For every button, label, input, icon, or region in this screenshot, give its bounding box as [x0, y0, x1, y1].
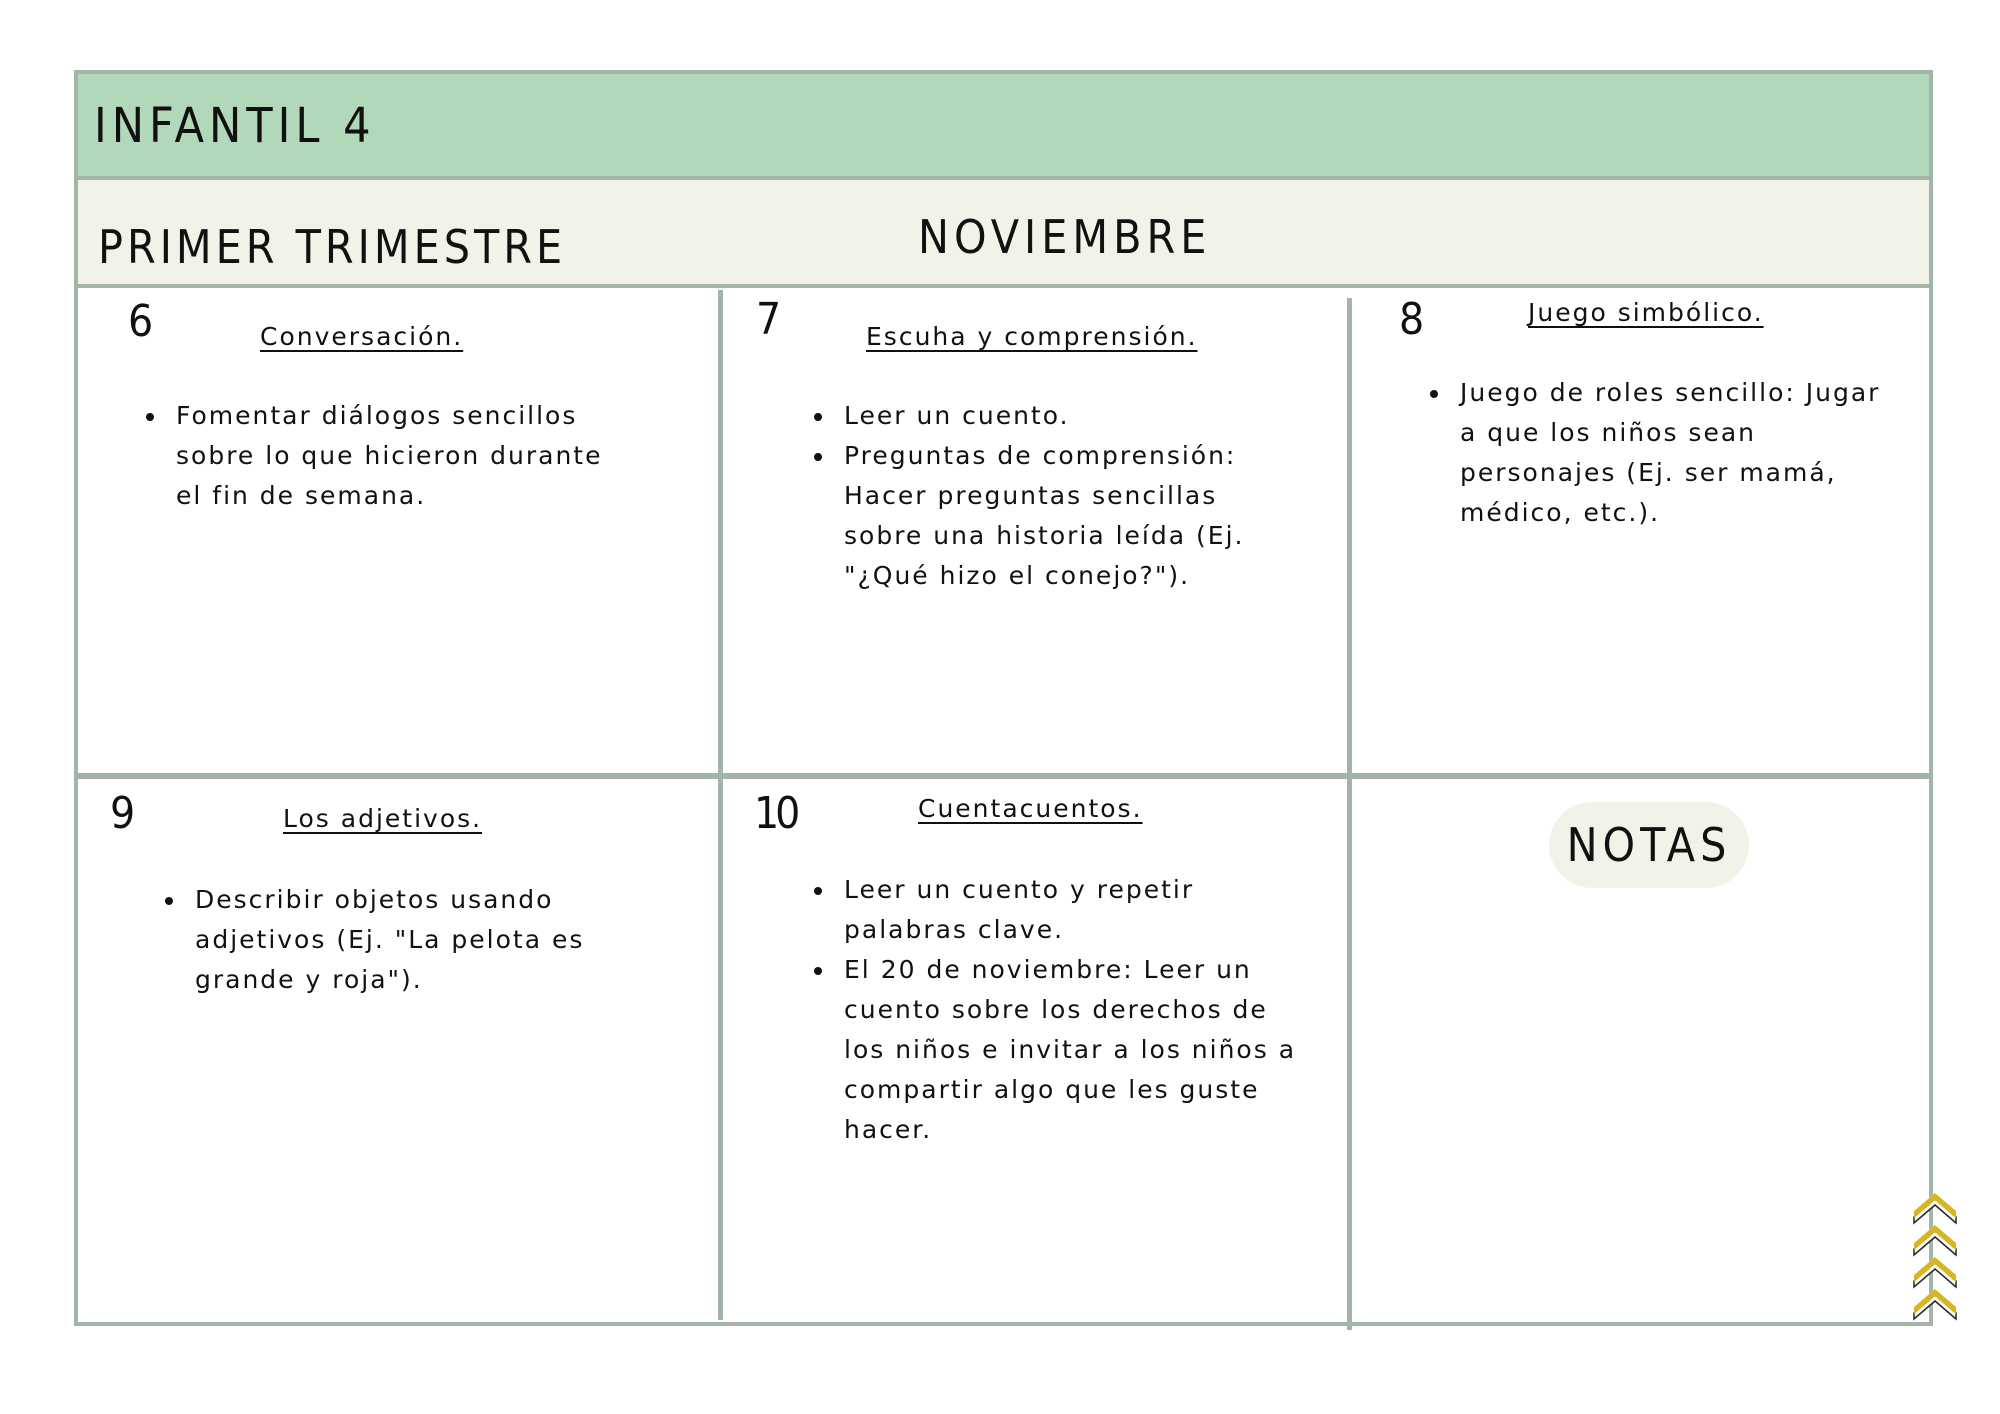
activity-list	[808, 870, 1306, 1150]
notes-label: NOTAS	[1566, 818, 1732, 872]
day-topic: Escuha y comprensión.	[866, 322, 1198, 351]
list-item: • Juego de roles sencillo: Jugar a que los niños sean personajes (Ej. ser mamá, médico, etc.).	[1452, 373, 1897, 533]
activity-list	[140, 396, 638, 516]
grid-divider	[74, 773, 1933, 779]
trimester-label: PRIMER TRIMESTRE	[98, 220, 567, 274]
header-bar	[74, 70, 1933, 180]
list-item: • Leer un cuento y repetir palabras clave.	[836, 870, 1306, 950]
day-topic: Los adjetivos.	[283, 804, 483, 833]
day-number: 8	[1399, 294, 1425, 345]
day-topic: Conversación.	[260, 322, 464, 351]
day-number: 10	[754, 788, 797, 839]
activity-list	[1424, 373, 1897, 533]
month-label: NOVIEMBRE	[918, 210, 1212, 264]
day-topic: Juego simbólico.	[1528, 298, 1764, 327]
activity-list	[159, 880, 657, 1000]
chevron-up-icon	[1910, 1185, 1960, 1325]
day-topic: Cuentacuentos.	[918, 794, 1143, 823]
day-number: 7	[756, 294, 782, 345]
list-item: • Preguntas de comprensión: Hacer preguntas sencillas sobre una historia leída (Ej. "¿Qué hizo el conejo?").	[836, 436, 1306, 596]
grid-divider	[1347, 298, 1352, 1330]
list-item: • Fomentar diálogos sencillos sobre lo que hicieron durante el fin de semana.	[168, 396, 638, 516]
day-number: 6	[128, 296, 154, 347]
list-item: • Describir objetos usando adjetivos (Ej. "La pelota es grande y roja").	[187, 880, 657, 1000]
grid-divider	[718, 290, 723, 1320]
list-item: • Leer un cuento.	[836, 396, 1306, 436]
notes-label-pill	[1549, 802, 1749, 888]
list-item: • El 20 de noviembre: Leer un cuento sobre los derechos de los niños e invitar a los niños a compartir algo que les guste hacer.	[836, 950, 1306, 1150]
day-number: 9	[110, 788, 136, 839]
page-title: INFANTIL 4	[94, 98, 376, 154]
subheader-bar	[74, 180, 1933, 288]
activity-list	[808, 396, 1306, 596]
